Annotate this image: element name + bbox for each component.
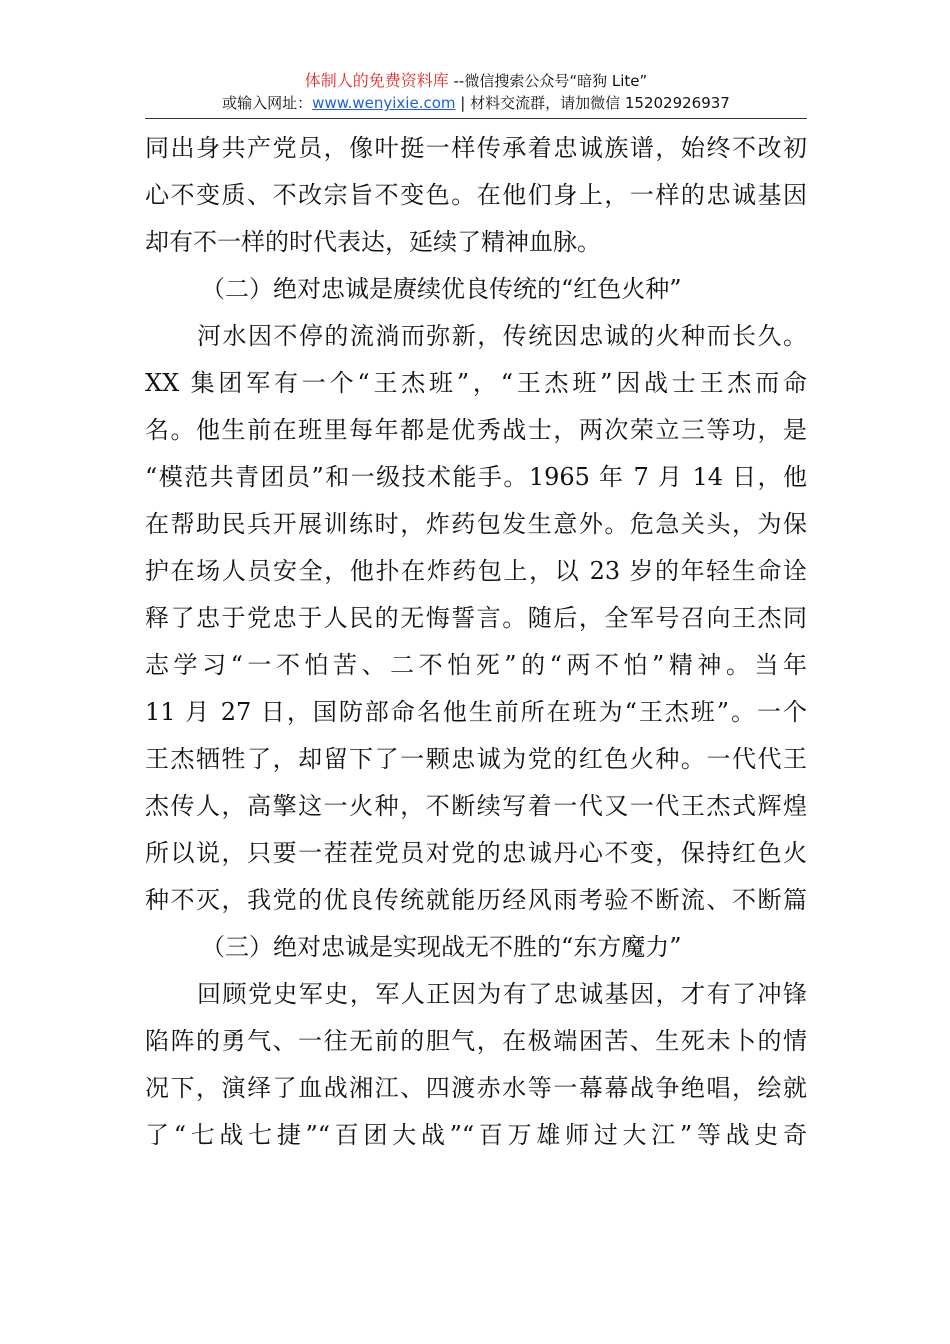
- text-line: XX 集团军有一个“王杰班”，“王杰班”因战士王杰而命: [145, 369, 807, 397]
- text-line: “模范共青团员”和一级技术能手。1965 年 7 月 14 日，他: [145, 463, 807, 491]
- text-line: 心不变质、不改宗旨不变色。在他们身上，一样的忠诚基因: [145, 181, 807, 209]
- page-header: [145, 70, 807, 114]
- brand-text: 体制人的免费资料库: [304, 71, 449, 90]
- text-line: 王杰牺牲了，却留下了一颗忠诚为党的红色火种。一代代王: [145, 745, 807, 773]
- document-body: [145, 125, 807, 1159]
- section-heading-2: （二）绝对忠诚是赓续优良传统的“红色火种”: [201, 275, 682, 303]
- website-link[interactable]: www.wenyixie.com: [312, 94, 456, 112]
- text-line: 所以说，只要一茬茬党员对党的忠诚丹心不变，保持红色火: [145, 839, 807, 867]
- text-line: 志学习“一不怕苦、二不怕死”的“两不怕”精神。当年: [145, 651, 807, 679]
- text-line: 护在场人员安全，他扑在炸药包上，以 23 岁的年轻生命诠: [145, 557, 807, 585]
- header-divider: [145, 118, 807, 119]
- url-prefix: 或输入网址：: [222, 94, 313, 112]
- text-line: 11 月 27 日，国防部命名他生前所在班为“王杰班”。一个: [145, 698, 807, 726]
- text-line: 种不灭，我党的优良传统就能历经风雨考验不断流、不断篇: [145, 886, 807, 914]
- tagline-text: --微信搜索公众号“暗狗 Lite”: [448, 72, 648, 90]
- text-line: 况下，演绎了血战湘江、四渡赤水等一幕幕战争绝唱，绘就: [145, 1074, 807, 1102]
- text-line: 河水因不停的流淌而弥新，传统因忠诚的火种而长久。: [197, 322, 807, 350]
- text-line: 同出身共产党员，像叶挺一样传承着忠诚族谱，始终不改初: [145, 134, 807, 162]
- section-heading-3: （三）绝对忠诚是实现战无不胜的“东方魔力”: [201, 933, 682, 961]
- header-line-2: [145, 92, 807, 114]
- text-line: 却有不一样的时代表达，延续了精神血脉。: [145, 228, 601, 256]
- text-line: 回顾党史军史，军人正因为有了忠诚基因，才有了冲锋: [197, 980, 807, 1008]
- text-line: 在帮助民兵开展训练时，炸药包发生意外。危急关头，为保: [145, 510, 807, 538]
- text-line: 杰传人，高擎这一火种，不断续写着一代又一代王杰式辉煌: [145, 792, 807, 820]
- header-line-1: [145, 70, 807, 92]
- text-line: 释了忠于党忠于人民的无悔誓言。随后，全军号召向王杰同: [145, 604, 807, 632]
- text-line: 陷阵的勇气、一往无前的胆气，在极端困苦、生死未卜的情: [145, 1027, 807, 1055]
- contact-text: | 材料交流群，请加微信 15202926937: [455, 94, 730, 112]
- text-line: 了“七战七捷”“百团大战”“百万雄师过大江”等战史奇: [145, 1121, 807, 1149]
- text-line: 名。他生前在班里每年都是优秀战士，两次荣立三等功，是: [145, 416, 807, 444]
